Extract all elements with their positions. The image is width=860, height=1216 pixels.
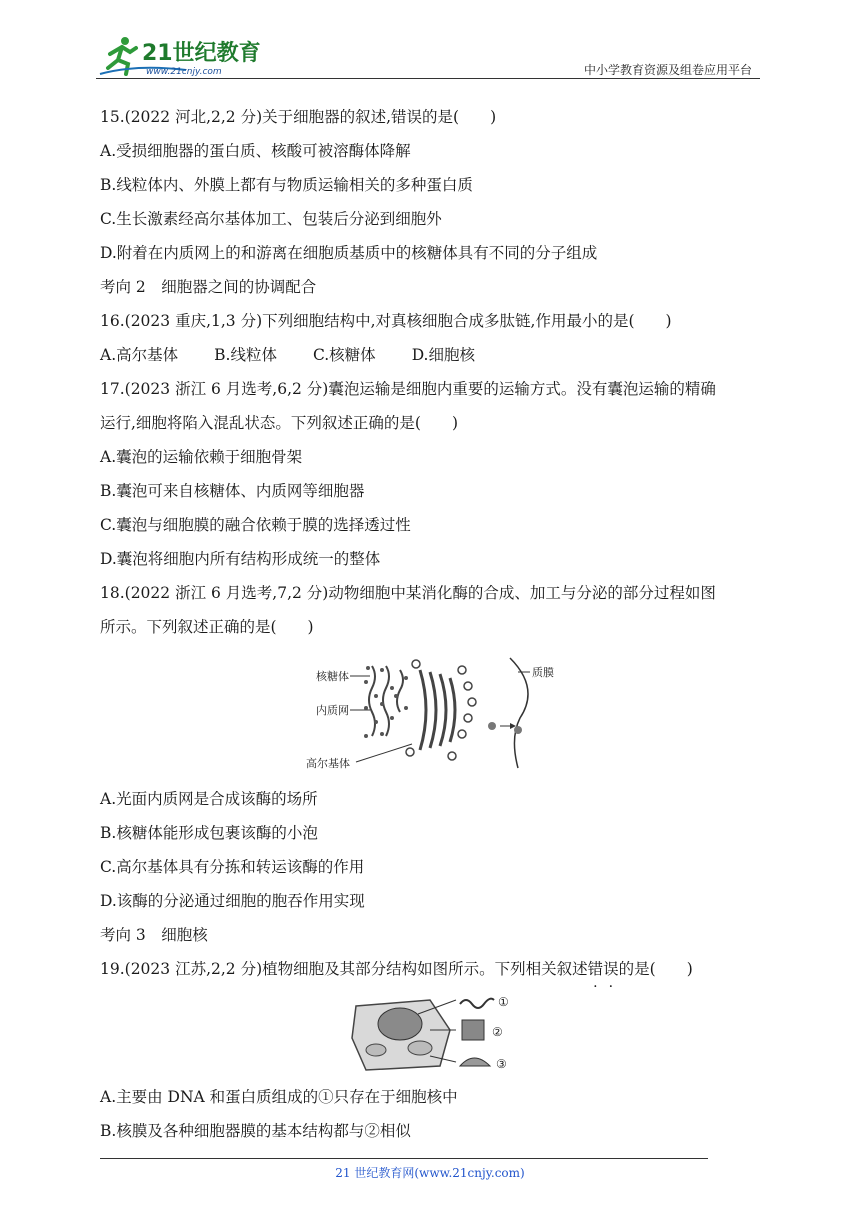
page-footer[interactable]: 21 世纪教育网(www.21cnjy.com) [335,1166,525,1180]
ribosome-dots [364,666,408,738]
chromatin-shape [460,999,494,1008]
q17-option-c: C.囊泡与细胞膜的融合依赖于膜的选择透过性 [100,516,411,534]
rough-er-shape [369,666,403,736]
nuclear-pore-shape [460,1058,490,1066]
svg-text:核糖体: 核糖体 [316,670,349,683]
page-header [96,34,760,80]
secretory-vesicle [488,722,496,730]
q18-option-d: D.该酶的分泌通过细胞的胞吞作用实现 [100,892,365,910]
q18-option-a: A.光面内质网是合成该酶的场所 [100,790,318,808]
emphasis-char: 误 [603,960,619,978]
q17-stem-line1: 17.(2023 浙江 6 月选考,6,2 分)囊泡运输是细胞内重要的运输方式。没有囊泡运输的精确 [100,380,716,398]
question-list [100,100,770,1148]
q17-option-b: B.囊泡可来自核糖体、内质网等细胞器 [100,482,365,500]
header-divider [96,78,760,79]
svg-text:高尔基体: 高尔基体 [306,757,350,770]
emphasis-char: 错 [587,960,604,978]
svg-text:内质网: 内质网 [316,704,349,717]
q19-option-b: B.核膜及各种细胞器膜的基本结构都与②相似 [100,1122,411,1140]
q16-option-d: D.细胞核 [411,346,475,364]
q18-option-c: C.高尔基体具有分拣和转运该酶的作用 [100,858,365,876]
svg-text:①: ① [498,995,509,1009]
q19-plant-cell-figure [100,990,770,1076]
q18-stem-line2: 所示。下列叙述正确的是( ) [100,618,314,636]
section-heading-3: 考向 3 细胞核 [100,926,208,944]
q19-option-a: A.主要由 DNA 和蛋白质组成的①只存在于细胞核中 [100,1088,458,1106]
svg-text:②: ② [492,1025,503,1039]
plant-cell-shape [352,1000,450,1070]
svg-text:质膜: 质膜 [532,666,554,679]
footer-divider [100,1158,708,1159]
section-heading-2: 考向 2 细胞器之间的协调配合 [100,278,317,296]
q18-option-b: B.核糖体能形成包裹该酶的小泡 [100,824,318,842]
membrane-block-shape [462,1020,484,1040]
q17-option-d: D.囊泡将细胞内所有结构形成统一的整体 [100,550,381,568]
q15-option-d: D.附着在内质网上的和游离在细胞质基质中的核糖体具有不同的分子组成 [100,244,598,262]
q15-option-b: B.线粒体内、外膜上都有与物质运输相关的多种蛋白质 [100,176,473,194]
q16-options [100,338,770,372]
q16-option-b: B.线粒体 [214,346,277,364]
secretion-diagram [100,648,770,778]
q18-secretion-figure [100,648,770,778]
q19-stem: 19.(2023 江苏,2,2 分)植物细胞及其部分结构如图所示。下列相关叙述错误的是( ) [100,960,693,978]
golgi-shape [420,670,455,750]
q15-stem: 15.(2022 河北,2,2 分)关于细胞器的叙述,错误的是( ) [100,108,497,126]
q15-option-c: C.生长激素经高尔基体加工、包装后分泌到细胞外 [100,210,442,228]
svg-text:③: ③ [496,1057,507,1071]
q15-option-a: A.受损细胞器的蛋白质、核酸可被溶酶体降解 [100,142,411,160]
q17-stem-line2: 运行,细胞将陷入混乱状态。下列叙述正确的是( ) [100,414,459,432]
plasma-membrane [510,658,528,768]
platform-name: 中小学教育资源及组卷应用平台 [583,63,752,77]
q18-stem-line1: 18.(2022 浙江 6 月选考,7,2 分)动物细胞中某消化酶的合成、加工与分泌的部分过程如图 [100,584,716,602]
site-logo [96,34,266,78]
q16-stem: 16.(2023 重庆,1,3 分)下列细胞结构中,对真核细胞合成多肽链,作用最小的是( ) [100,312,672,330]
svg-text:21世纪教育: 21世纪教育 [142,41,261,66]
svg-text:www.21cnjy.com: www.21cnjy.com [146,67,222,77]
q17-option-a: A.囊泡的运输依赖于细胞骨架 [100,448,303,466]
plant-cell-diagram [100,990,770,1076]
q16-option-c: C.核糖体 [312,346,376,364]
q16-option-a: A.高尔基体 [100,346,179,364]
